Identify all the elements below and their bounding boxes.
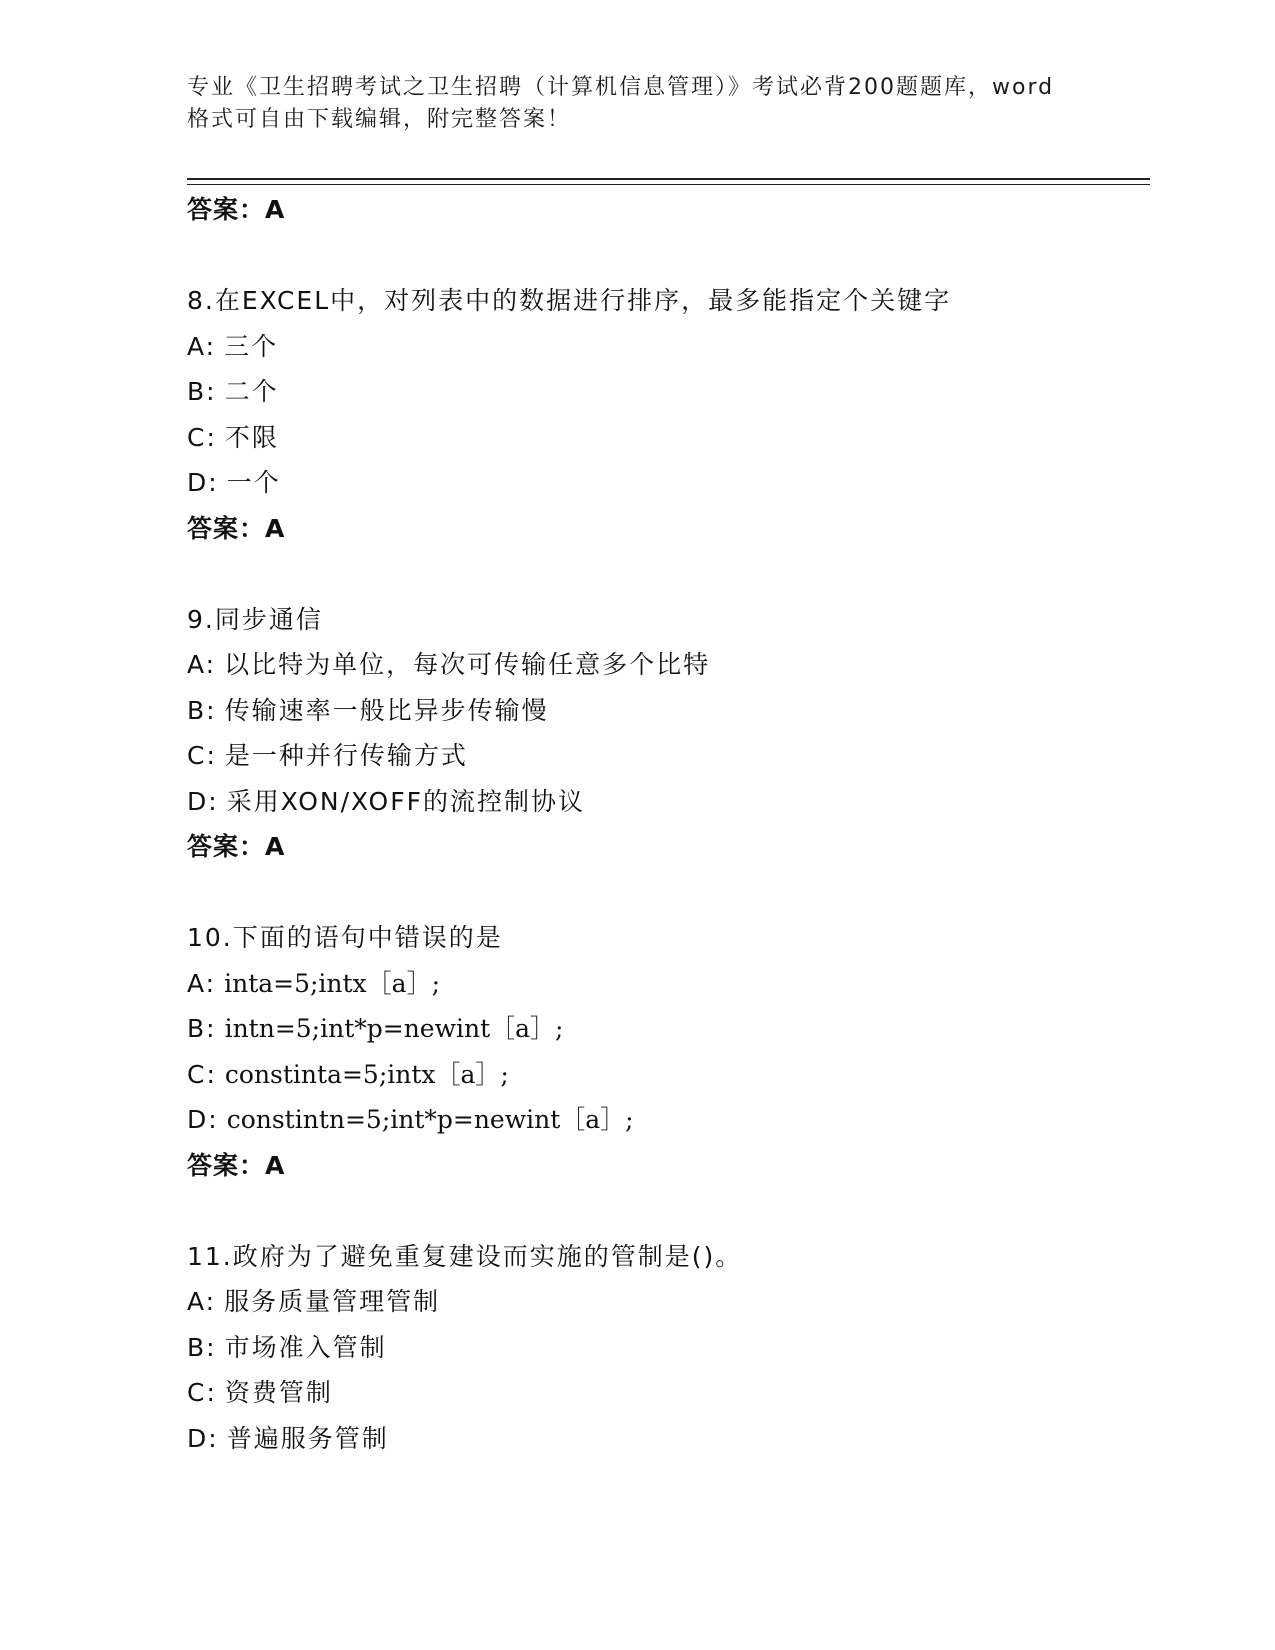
header-line-2: 格式可自由下载编辑，附完整答案！ (187, 107, 572, 132)
answer-line: 答案：A (187, 1150, 286, 1180)
option-label: A: (187, 968, 217, 998)
question-block (187, 915, 1147, 1188)
option-text: 是一种并行传输方式 (224, 741, 468, 770)
option-label: C: (187, 741, 217, 770)
option-label: A: (187, 1287, 217, 1316)
option-text: 服务质量管理管制 (224, 1287, 441, 1316)
option-label: B: (187, 377, 217, 406)
document-header (187, 72, 1087, 136)
spacer (187, 1188, 1147, 1234)
option-label: B: (187, 1332, 217, 1362)
answer-line: 答案：A (187, 513, 286, 543)
option-label: D: (187, 1105, 219, 1134)
option-d (187, 460, 1147, 506)
option-a (187, 1279, 1147, 1325)
question-list (187, 187, 1147, 1461)
option-text: 资费管制 (224, 1378, 333, 1407)
option-label: B: (187, 1014, 217, 1043)
option-text: 不限 (224, 422, 279, 452)
option-label: D: (187, 468, 219, 497)
option-label: A: (187, 331, 217, 361)
question-block (187, 1234, 1147, 1462)
header-divider-thin (187, 184, 1150, 185)
option-c (187, 1370, 1147, 1416)
option-text: constintn=5;int*p=newint［a］; (226, 1105, 634, 1134)
option-text: inta=5;intx［a］; (224, 968, 440, 998)
option-a (187, 642, 1147, 688)
question-stem: 11.政府为了避免重复建设而实施的管制是()。 (187, 1241, 743, 1271)
question-block (187, 597, 1147, 870)
option-d (187, 1097, 1147, 1143)
option-text: 普遍服务管制 (226, 1423, 389, 1453)
option-text: 以比特为单位，每次可传输任意多个比特 (224, 650, 711, 679)
question-block (187, 278, 1147, 551)
header-divider-thick (187, 178, 1150, 180)
spacer (187, 870, 1147, 916)
answer-line: 答案：A (187, 832, 286, 861)
option-text: 采用XON/XOFF的流控制协议 (226, 786, 585, 816)
option-label: C: (187, 1378, 217, 1407)
spacer (187, 233, 1147, 279)
option-text: 一个 (226, 468, 281, 497)
option-label: B: (187, 695, 217, 725)
spacer (187, 551, 1147, 597)
option-text: intn=5;int*p=newint［a］; (224, 1014, 564, 1043)
option-c (187, 733, 1147, 779)
option-text: 三个 (224, 331, 279, 361)
option-text: 传输速率一般比异步传输慢 (224, 695, 549, 725)
question-stem: 10.下面的语句中错误的是 (187, 923, 503, 952)
option-label: C: (187, 422, 217, 452)
option-a (187, 961, 1147, 1007)
option-c (187, 415, 1147, 461)
header-line-1: 专业《卫生招聘考试之卫生招聘（计算机信息管理）》考试必背200题题库，word (187, 75, 1055, 100)
option-label: A: (187, 650, 217, 679)
question-stem: 8.在EXCEL中，对列表中的数据进行排序，最多能指定个关键字 (187, 286, 952, 315)
option-b (187, 369, 1147, 415)
option-text: 市场准入管制 (224, 1332, 387, 1362)
option-d (187, 779, 1147, 825)
option-text: 二个 (224, 377, 279, 406)
option-label: C: (187, 1059, 217, 1089)
option-label: D: (187, 786, 219, 816)
question-stem: 9.同步通信 (187, 604, 323, 634)
option-b (187, 1006, 1147, 1052)
option-a (187, 324, 1147, 370)
option-c (187, 1052, 1147, 1098)
option-b (187, 688, 1147, 734)
option-text: constinta=5;intx［a］; (224, 1059, 509, 1089)
previous-answer: 答案：A (187, 195, 286, 224)
option-d (187, 1416, 1147, 1462)
option-label: D: (187, 1423, 219, 1453)
option-b (187, 1325, 1147, 1371)
